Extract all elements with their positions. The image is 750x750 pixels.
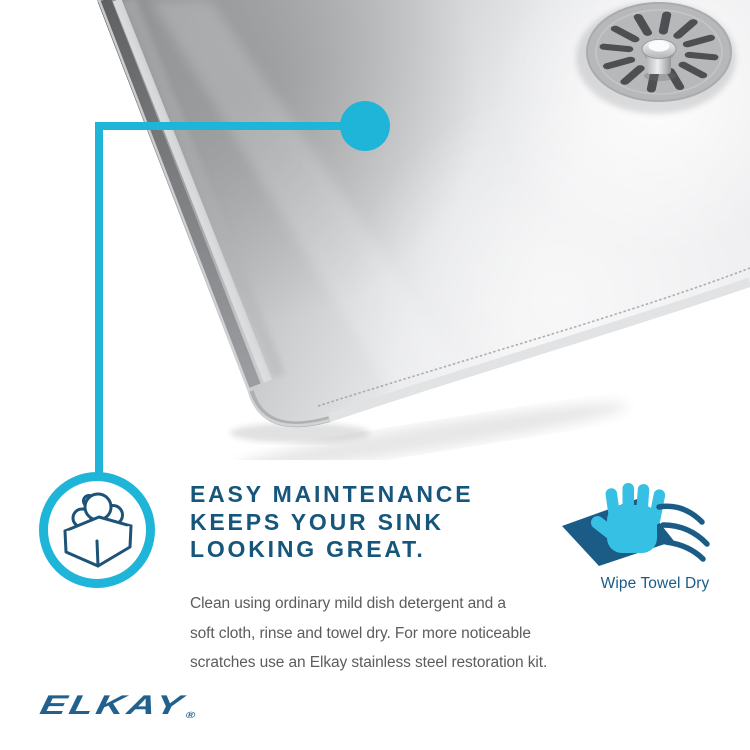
sink-drain bbox=[576, 2, 736, 114]
drain-knob bbox=[642, 40, 676, 82]
elkay-logo-text: ELKAY bbox=[37, 690, 188, 720]
callout-line-vertical bbox=[95, 122, 103, 475]
registered-mark: ® bbox=[184, 710, 197, 720]
soap-bar-icon bbox=[55, 488, 140, 578]
wipe-towel-icon bbox=[552, 462, 750, 574]
headline-line: EASY MAINTENANCE bbox=[190, 481, 474, 507]
headline-line: LOOKING GREAT. bbox=[190, 536, 426, 562]
body-text bbox=[190, 589, 547, 678]
body-line: soft cloth, rinse and towel dry. For more noticeable bbox=[190, 624, 531, 642]
headline-line: KEEPS YOUR SINK bbox=[190, 508, 444, 535]
elkay-logo bbox=[36, 689, 201, 727]
body-line: Clean using ordinary mild dish detergent and a bbox=[190, 595, 506, 612]
headline bbox=[190, 481, 473, 564]
callout-dot bbox=[340, 101, 390, 151]
towel-caption: Wipe Towel Dry bbox=[600, 575, 710, 592]
callout-line-horizontal bbox=[97, 122, 350, 130]
body-line: scratches use an Elkay stainless steel restoration kit. bbox=[190, 654, 548, 671]
